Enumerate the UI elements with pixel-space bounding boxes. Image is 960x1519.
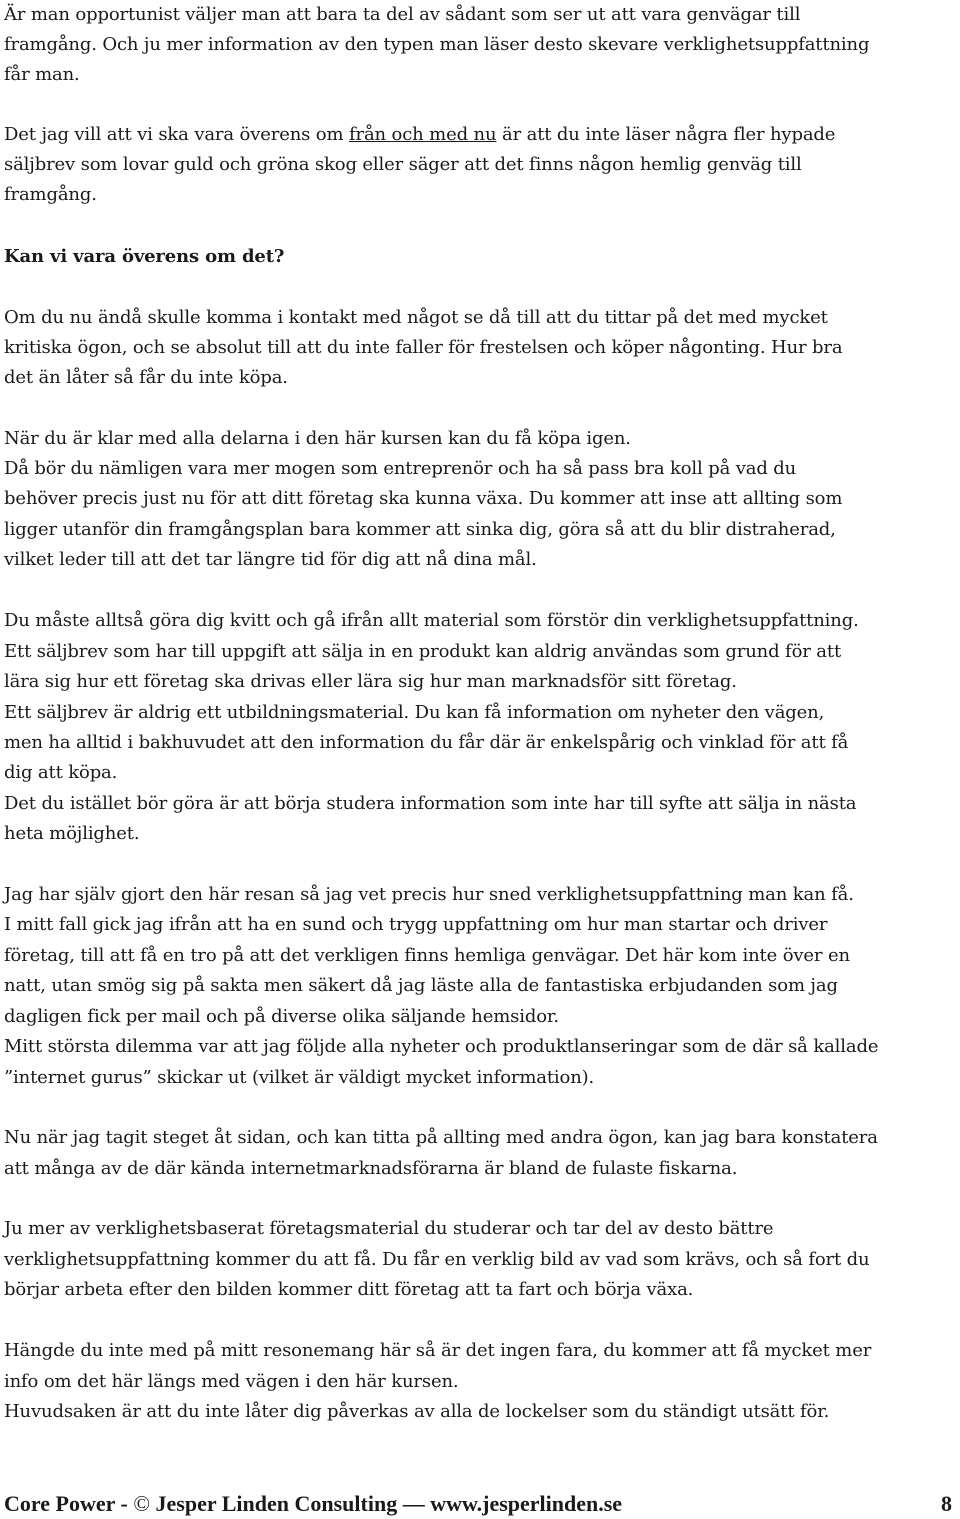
text-line: natt, utan smög sig på sakta men säkert då jag läste alla de fantastiska erbjudanden som jag [4,975,838,996]
text-line: börjar arbeta efter den bilden kommer ditt företag att ta fart och börja växa. [4,1279,694,1300]
footer-dash: — [397,1491,431,1516]
text-line: Mitt största dilemma var att jag följde alla nyheter och produktlanseringar som de där så kallade [4,1036,879,1057]
text-line: Ju mer av verklighetsbaserat företagsmaterial du studerar och tar del av desto bättre [4,1218,774,1239]
text-line: får man. [4,64,80,85]
footer-product: Core Power - [4,1491,134,1516]
text-line: vilket leder till att det tar längre tid för dig att nå dina mål. [4,549,537,570]
text-line: Det du istället bör göra är att börja studera information som inte har till syfte att sälja in nästa [4,793,857,814]
text-line: men ha alltid i bakhuvudet att den information du får där är enkelspårig och vinklad för att få [4,732,849,753]
footer-credit [4,1489,622,1519]
text-line: Nu när jag tagit steget åt sidan, och kan titta på allting med andra ögon, kan jag bara konstatera [4,1127,878,1148]
text-segment: Det jag vill att vi ska vara överens om [4,124,349,145]
text-line: Huvudsaken är att du inte låter dig påverkas av alla de lockelser som du ständigt utsätt för. [4,1401,830,1422]
text-segment: är att du inte läser några fler hypade [496,124,836,145]
text-line: behöver precis just nu för att ditt företag ska kunna växa. Du kommer att inse att allting som [4,488,843,509]
text-line: Jag har själv gjort den här resan så jag vet precis hur sned verklighetsuppfattning man kan få. [4,884,854,905]
footer-company: Jesper Linden Consulting [150,1491,398,1516]
text-line: dagligen fick per mail och på diverse olika säljande hemsidor. [4,1006,559,1027]
text-line: Ett säljbrev är aldrig ett utbildningsmaterial. Du kan få information om nyheter den vägen, [4,702,825,723]
bold-question: Kan vi vara överens om det? [4,246,285,267]
text-line: kritiska ögon, och se absolut till att du inte faller för frestelsen och köper någonting. Hur bra [4,337,843,358]
text-line: Hängde du inte med på mitt resonemang här så är det ingen fara, du kommer att få mycket mer [4,1340,872,1361]
text-line: framgång. [4,184,97,205]
text-line: framgång. Och ju mer information av den typen man läser desto skevare verklighetsuppfattning [4,34,870,55]
underlined-phrase: från och med nu [348,124,497,145]
text-line: Är man opportunist väljer man att bara ta del av sådant som ser ut att vara genvägar till [4,4,801,25]
text-line: att många av de där kända internetmarknadsförarna är bland de fulaste fiskarna. [4,1158,738,1179]
text-line: verklighetsuppfattning kommer du att få. Du får en verklig bild av vad som krävs, och så fort du [4,1249,870,1270]
text-line: ligger utanför din framgångsplan bara kommer att sinka dig, göra så att du blir distraherad, [4,519,836,540]
text-line: säljbrev som lovar guld och gröna skog eller säger att det finns någon hemlig genväg till [4,154,802,175]
text-line: Då bör du nämligen vara mer mogen som entreprenör och ha så pass bra koll på vad du [4,458,797,479]
text-line: Du måste alltså göra dig kvitt och gå ifrån allt material som förstör din verklighetsuppfattning. [4,610,859,631]
text-line: Ett säljbrev som har till uppgift att sälja in en produkt kan aldrig användas som grund för att [4,641,842,662]
text-line: Om du nu ändå skulle komma i kontakt med något se då till att du tittar på det med mycket [4,307,828,328]
text-line: I mitt fall gick jag ifrån att ha en sund och trygg uppfattning om hur man startar och driver [4,914,828,935]
copyright-icon: © [133,1491,151,1516]
text-line: det än låter så får du inte köpa. [4,367,288,388]
text-line: lära sig hur ett företag ska drivas eller lära sig hur man marknadsför sitt företag. [4,671,737,692]
text-line: info om det här längs med vägen i den här kursen. [4,1371,459,1392]
text-line: heta möjlighet. [4,823,140,844]
text-line [4,120,835,150]
text-line: När du är klar med alla delarna i den här kursen kan du få köpa igen. [4,428,631,449]
page-number: 8 [941,1491,952,1516]
footer-url-link[interactable]: www.jesperlinden.se [430,1491,623,1516]
text-line: dig att köpa. [4,762,118,783]
page-footer [4,1489,956,1519]
text-line: företag, till att få en tro på att det verkligen finns hemliga genvägar. Det här kom inte över en [4,945,850,966]
text-line: ”internet gurus” skickar ut (vilket är väldigt mycket information). [4,1067,595,1088]
